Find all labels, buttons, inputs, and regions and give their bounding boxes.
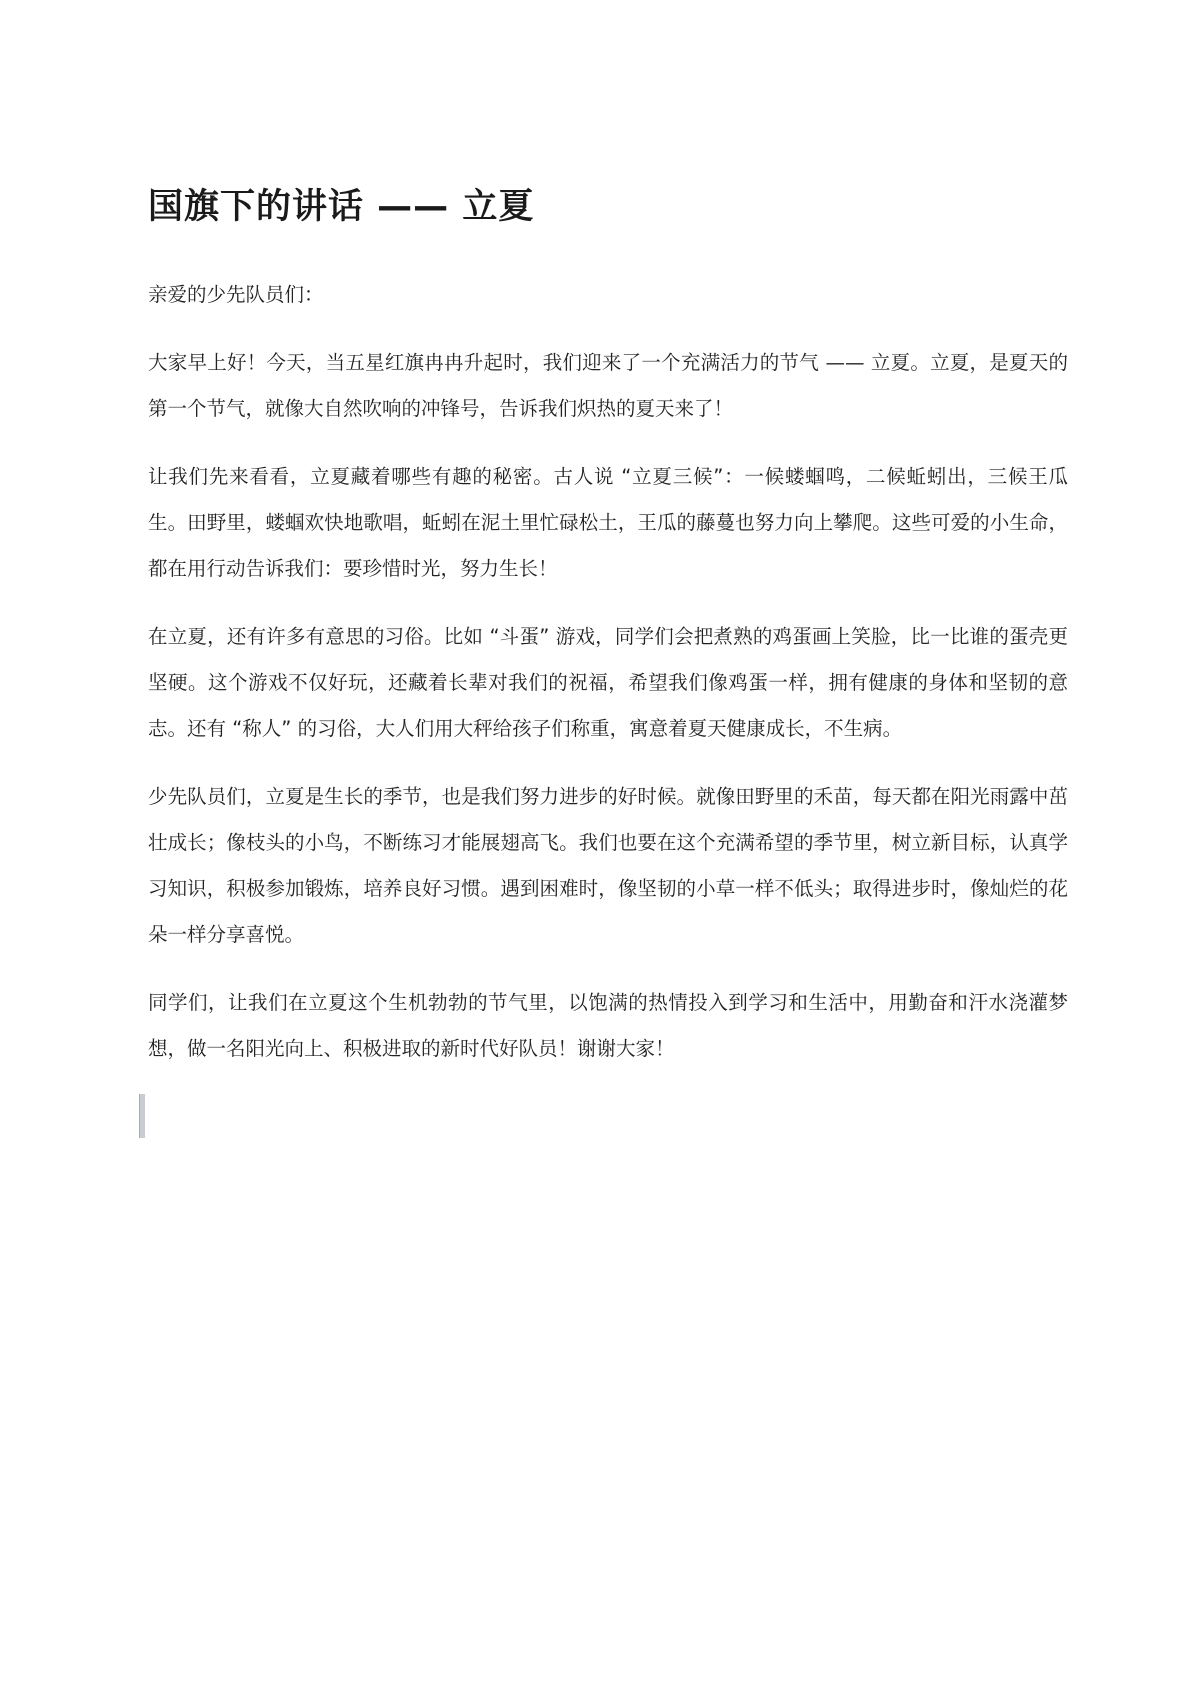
page-title: 国旗下的讲话 —— 立夏 (148, 187, 535, 227)
paragraph-5: 同学们，让我们在立夏这个生机勃勃的节气里，以饱满的热情投入到学习和生活中，用勤奋和汗水浇灌梦想，做一名阳光向上、积极进取的新时代好队员！谢谢大家！ (148, 991, 1068, 1060)
document-body (148, 186, 1068, 1094)
paragraph-2: 让我们先来看看，立夏藏着哪些有趣的秘密。古人说 “立夏三候”：一候蝼蝈鸣，二候蚯蚓出，三候王瓜生。田野里，蝼蝈欢快地歌唱，蚯蚓在泥土里忙碌松土，王瓜的藤蔓也努力向上攀爬。这些可爱的小生命，都在用行动告诉我们：要珍惜时光，努力生长！ (148, 465, 1068, 580)
salutation: 亲爱的少先队员们： (148, 283, 324, 306)
paragraph-1: 大家早上好！今天，当五星红旗冉冉升起时，我们迎来了一个充满活力的节气 —— 立夏。立夏，是夏天的第一个节气，就像大自然吹响的冲锋号，告诉我们炽热的夏天来了！ (148, 351, 1068, 420)
paragraph-3: 在立夏，还有许多有意思的习俗。比如 “斗蛋” 游戏，同学们会把煮熟的鸡蛋画上笑脸，比一比谁的蛋壳更坚硬。这个游戏不仅好玩，还藏着长辈对我们的祝福，希望我们像鸡蛋一样，拥有健康的身体和坚韧的意志。还有 “称人” 的习俗，大人们用大秤给孩子们称重，寓意着夏天健康成长，不生病。 (148, 625, 1068, 740)
text-cursor-marker[interactable] (139, 1094, 145, 1138)
paragraph-4: 少先队员们，立夏是生长的季节，也是我们努力进步的好时候。就像田野里的禾苗，每天都在阳光雨露中茁壮成长；像枝头的小鸟，不断练习才能展翅高飞。我们也要在这个充满希望的季节里，树立新目标，认真学习知识，积极参加锻炼，培养良好习惯。遇到困难时，像坚韧的小草一样不低头；取得进步时，像灿烂的花朵一样分享喜悦。 (148, 785, 1068, 946)
